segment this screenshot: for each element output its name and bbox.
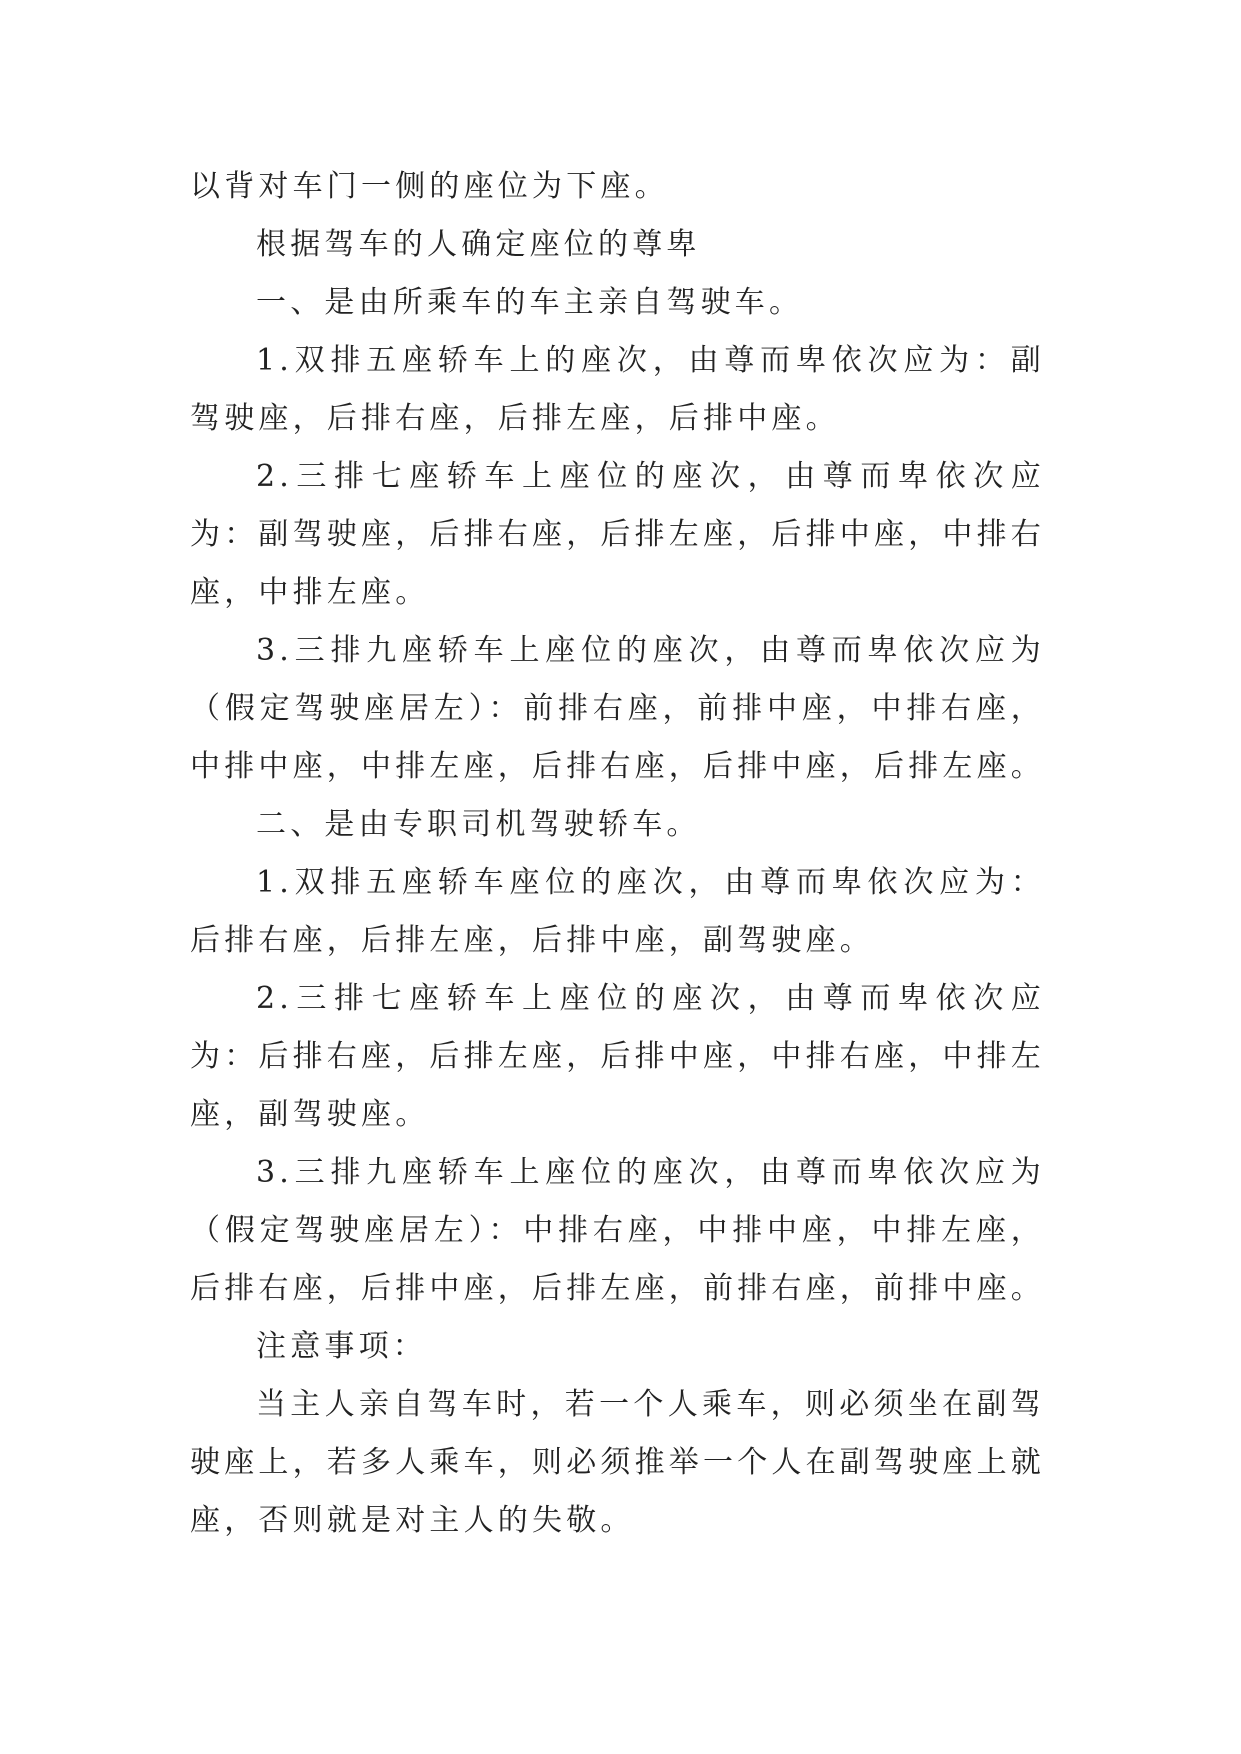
paragraph-8: 1.双排五座轿车座位的座次，由尊而卑依次应为：后排右座，后排左座，后排中座，副驾驶座。 [190,865,1045,958]
paragraph-12: 当主人亲自驾车时，若一个人乘车，则必须坐在副驾驶座上，若多人乘车，则必须推举一个人在副驾驶座上就座，否则就是对主人的失敬。 [190,1387,1045,1538]
paragraph-10: 3.三排九座轿车上座位的座次，由尊而卑依次应为（假定驾驶座居左）：中排右座，中排中座，中排左座，后排右座，后排中座，后排左座，前排右座，前排中座。 [190,1155,1045,1306]
paragraph-3: 一、是由所乘车的车主亲自驾驶车。 [256,285,804,320]
paragraph-5: 2.三排七座轿车上座位的座次，由尊而卑依次应为：副驾驶座，后排右座，后排左座，后排中座，中排右座，中排左座。 [190,459,1045,610]
paragraph-9: 2.三排七座轿车上座位的座次，由尊而卑依次应为：后排右座，后排左座，后排中座，中排右座，中排左座，副驾驶座。 [190,981,1045,1132]
paragraph-1: 以背对车门一侧的座位为下座。 [190,169,669,204]
paragraph-7: 二、是由专职司机驾驶轿车。 [256,807,701,842]
paragraph-11: 注意事项： [256,1329,427,1364]
paragraph-6: 3.三排九座轿车上座位的座次，由尊而卑依次应为（假定驾驶座居左）：前排右座，前排中座，中排右座，中排中座，中排左座，后排右座，后排中座，后排左座。 [190,633,1045,784]
paragraph-4: 1.双排五座轿车上的座次，由尊而卑依次应为：副驾驶座，后排右座，后排左座，后排中座。 [190,343,1045,436]
document-body [190,158,1045,1550]
paragraph-2: 根据驾车的人确定座位的尊卑 [256,227,701,262]
